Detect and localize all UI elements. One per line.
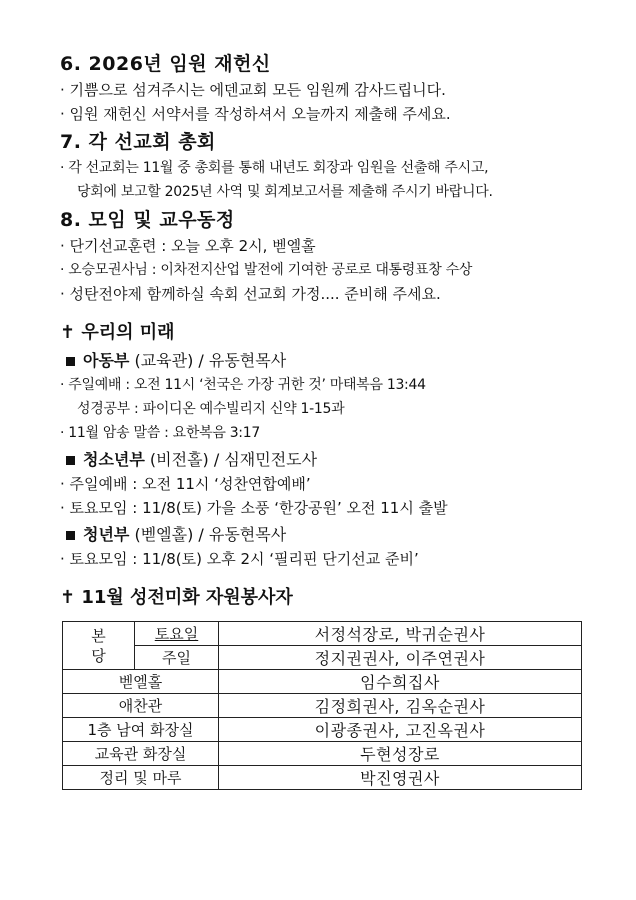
people-cell: 정지권권사, 이주연권사 <box>219 646 582 670</box>
place-cell: 벧엘홀 <box>63 670 219 694</box>
group-heading: 청년부 (벧엘홀) / 유동현목사 <box>60 522 590 547</box>
section-mission-assembly <box>60 128 590 204</box>
notice-line: · 11월 암송 말씀 : 요한복음 3:17 <box>60 425 260 441</box>
people-cell: 김정희권사, 김옥순권사 <box>219 694 582 718</box>
section-title: 6. 2026년 임원 재헌신 <box>60 53 271 75</box>
section-volunteers <box>60 585 590 790</box>
place-cell: 정리 및 마루 <box>63 766 219 790</box>
notice-line: · 각 선교회는 11월 중 총회를 통해 내년도 회장과 임원을 선출해 주시고, <box>60 160 489 176</box>
square-bullet-icon <box>66 456 75 465</box>
place-cell: 1층 남여 화장실 <box>63 718 219 742</box>
notice-line: 성경공부 : 파이디온 예수빌리지 신약 1-15과 <box>77 401 345 417</box>
group-heading: 아동부 (교육관) / 유동현목사 <box>60 348 590 373</box>
bulletin-page <box>60 50 590 790</box>
notice-line: 당회에 보고할 2025년 사역 및 회계보고서를 제출해 주시기 바랍니다. <box>77 184 493 200</box>
people-cell: 이광종권사, 고진옥권사 <box>219 718 582 742</box>
volunteer-table <box>62 621 582 790</box>
square-bullet-icon <box>66 357 75 366</box>
place-cell: 애찬관 <box>63 694 219 718</box>
place-cell: 주일 <box>135 646 219 670</box>
notice-line: · 성탄전야제 함께하실 속회 선교회 가정.... 준비해 주세요. <box>60 285 441 303</box>
table-row <box>63 694 582 718</box>
table-row <box>63 670 582 694</box>
main-sanctuary-label: 본 당 <box>63 622 135 670</box>
people-cell: 박진영권사 <box>219 766 582 790</box>
section-officer-rededication <box>60 50 590 126</box>
table-row <box>63 742 582 766</box>
notice-line: · 주일예배 : 오전 11시 ‘천국은 가장 귀한 것’ 마태복음 13:44 <box>60 377 426 393</box>
people-cell: 임수희집사 <box>219 670 582 694</box>
notice-line: · 주일예배 : 오전 11시 ‘성찬연합예배’ <box>60 475 311 493</box>
place-cell: 교육관 화장실 <box>63 742 219 766</box>
notice-line: · 토요모임 : 11/8(토) 오후 2시 ‘필리핀 단기선교 준비’ <box>60 550 419 568</box>
section-title: 8. 모임 및 교우동정 <box>60 209 235 231</box>
people-cell: 서정석장로, 박귀순권사 <box>219 622 582 646</box>
table-row <box>63 766 582 790</box>
square-bullet-icon <box>66 531 75 540</box>
notice-line: · 단기선교훈련 : 오늘 오후 2시, 벧엘홀 <box>60 237 316 255</box>
section-our-future <box>60 320 590 571</box>
notice-line: · 오승모권사님 : 이차전지산업 발전에 기여한 공로로 대통령표창 수상 <box>60 262 473 278</box>
group-heading: 청소년부 (비전홀) / 심재민전도사 <box>60 447 590 472</box>
place-cell: 토요일 <box>135 622 219 646</box>
people-cell: 두현성장로 <box>219 742 582 766</box>
notice-line: · 임원 재헌신 서약서를 작성하셔서 오늘까지 제출해 주세요. <box>60 105 451 123</box>
future-title: ✝ 우리의 미래 <box>60 322 175 343</box>
section-title: 7. 각 선교회 총회 <box>60 131 216 153</box>
table-row <box>63 646 582 670</box>
notice-line: · 토요모임 : 11/8(토) 가을 소풍 ‘한강공원’ 오전 11시 출발 <box>60 499 448 517</box>
volunteers-title: ✝ 11월 성전미화 자원봉사자 <box>60 587 293 608</box>
table-row <box>63 622 582 646</box>
notice-line: · 기쁨으로 섬겨주시는 에덴교회 모든 임원께 감사드립니다. <box>60 81 446 99</box>
section-meetings-news <box>60 206 590 306</box>
table-row <box>63 718 582 742</box>
